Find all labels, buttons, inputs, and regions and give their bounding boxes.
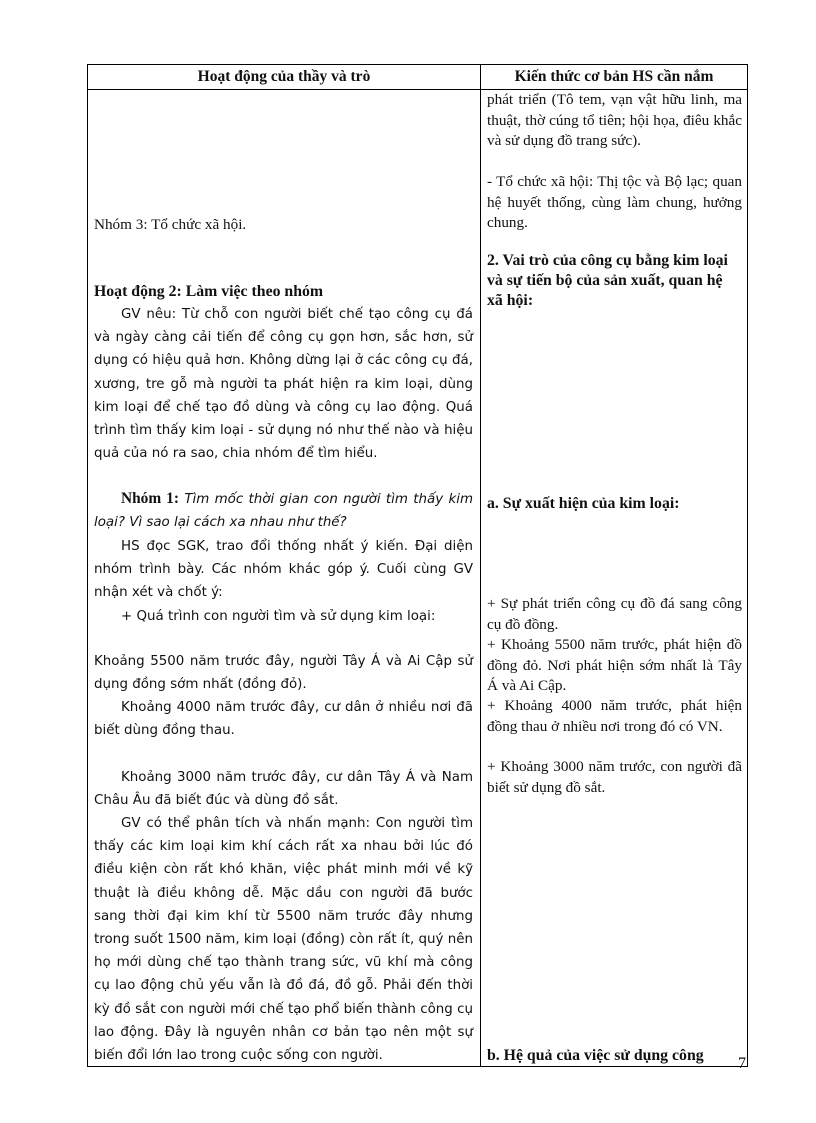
right-5500: + Khoảng 5500 năm trước, phát hiện đồ đồng đỏ. Nơi phát hiện sớm nhất là Tây Á và Ai Cập. xyxy=(487,636,742,694)
group1-question: Tìm mốc thời gian con người tìm thấy kim loại? Vì sao lại cách xa nhau như thế? xyxy=(94,492,473,531)
social-organization: - Tổ chức xã hội: Thị tộc và Bộ lạc; quan hệ huyết thống, cùng làm chung, hưởng chung. xyxy=(487,173,742,231)
section-2-title: 2. Vai trò của công cụ bằng kim loại và sự tiến bộ của sản xuất, quan hệ xã hội: xyxy=(487,252,728,309)
gv-intro-paragraph: GV nêu: Từ chỗ con người biết chế tạo công cụ đá và ngày càng cải tiến để công cụ gọn hơn, sắc hơn, sử dụng có hiệu quả hơn. Không dừng lại ở các công cụ đá, xương, tre gỗ mà người ta phát hiện ra kim loại, dùng kim loại để chế tạo đồ dùng và công cụ lao động. Quá trình tìm thấy kim loại - sử dụng nó như thế nào và hiệu quả của nó ra sao, chia nhóm để tìm hiểu. xyxy=(94,307,473,462)
header-basic-knowledge: Kiến thức cơ bản HS cần nắm xyxy=(481,65,748,90)
activity2-title: Hoạt động 2: Làm việc theo nhóm xyxy=(94,283,324,300)
page-number: 7 xyxy=(738,1055,746,1072)
tool-development: + Sự phát triển công cụ đồ đá sang công cụ đồ đồng. xyxy=(487,595,742,633)
group1-label: Nhóm 1: xyxy=(121,490,179,507)
year-4000-paragraph: Khoảng 4000 năm trước đây, cư dân ở nhiều nơi đã biết dùng đồng thau. xyxy=(94,700,473,739)
left-column xyxy=(88,90,481,1067)
group1-paragraph xyxy=(94,488,473,534)
gv-analysis-paragraph: GV có thể phân tích và nhấn mạnh: Con người tìm thấy các kim loại kim khí cách rất xa nhau bởi lúc đó điều kiện còn rất khó khăn, việc phát minh mới về kỹ thuật là điều không dễ. Mặc dầu con người đã bước sang thời đại kim khí từ 5500 năm trước đây nhưng trong suốt 1500 năm, kim loại (đồng) còn rất ít, quý nên họ mới dùng chế tạo thành trang sức, vũ khí mà công cụ lao động chủ yếu vẫn là đồ đá, đồ gỗ. Phải đến thời kỳ đồ sắt con người mới chế tạo phổ biến thành công cụ lao động. Đây là nguyên nhân cơ bản tạo nên một sự biến đổi lớn lao trong cuộc sống con người. xyxy=(94,816,473,1064)
right-column xyxy=(481,90,748,1067)
lesson-table xyxy=(87,64,748,1067)
right-4000: + Khoảng 4000 năm trước, phát hiện đồng thau ở nhiều nơi trong đó có VN. xyxy=(487,697,742,735)
group3-text: Nhóm 3: Tổ chức xã hội. xyxy=(94,216,247,233)
right-3000: + Khoảng 3000 năm trước, con người đã biết sử dụng đồ sắt. xyxy=(487,758,742,796)
year-3000-paragraph: Khoảng 3000 năm trước đây, cư dân Tây Á và Nam Châu Âu đã biết đúc và dùng đồ sắt. xyxy=(94,770,473,809)
section-a-title: a. Sự xuất hiện của kim loại: xyxy=(487,495,680,512)
belief-continuation: phát triển (Tô tem, vạn vật hữu linh, ma thuật, thờ cúng tổ tiên; hội họa, điêu khắc và sử dụng đồ trang sức). xyxy=(487,91,742,149)
year-5500-paragraph: Khoảng 5500 năm trước đây, người Tây Á và Ai Cập sử dụng đồng sớm nhất (đồng đỏ). xyxy=(94,654,473,693)
header-teacher-student: Hoạt động của thầy và trò xyxy=(88,65,481,90)
hs-read-paragraph: HS đọc SGK, trao đổi thống nhất ý kiến. Đại diện nhóm trình bày. Các nhóm khác góp ý. Cuối cùng GV nhận xét và chốt ý: xyxy=(94,539,473,601)
process-text: + Quá trình con người tìm và sử dụng kim loại: xyxy=(121,609,436,624)
section-b-title: b. Hệ quả của việc sử dụng công xyxy=(487,1047,704,1064)
